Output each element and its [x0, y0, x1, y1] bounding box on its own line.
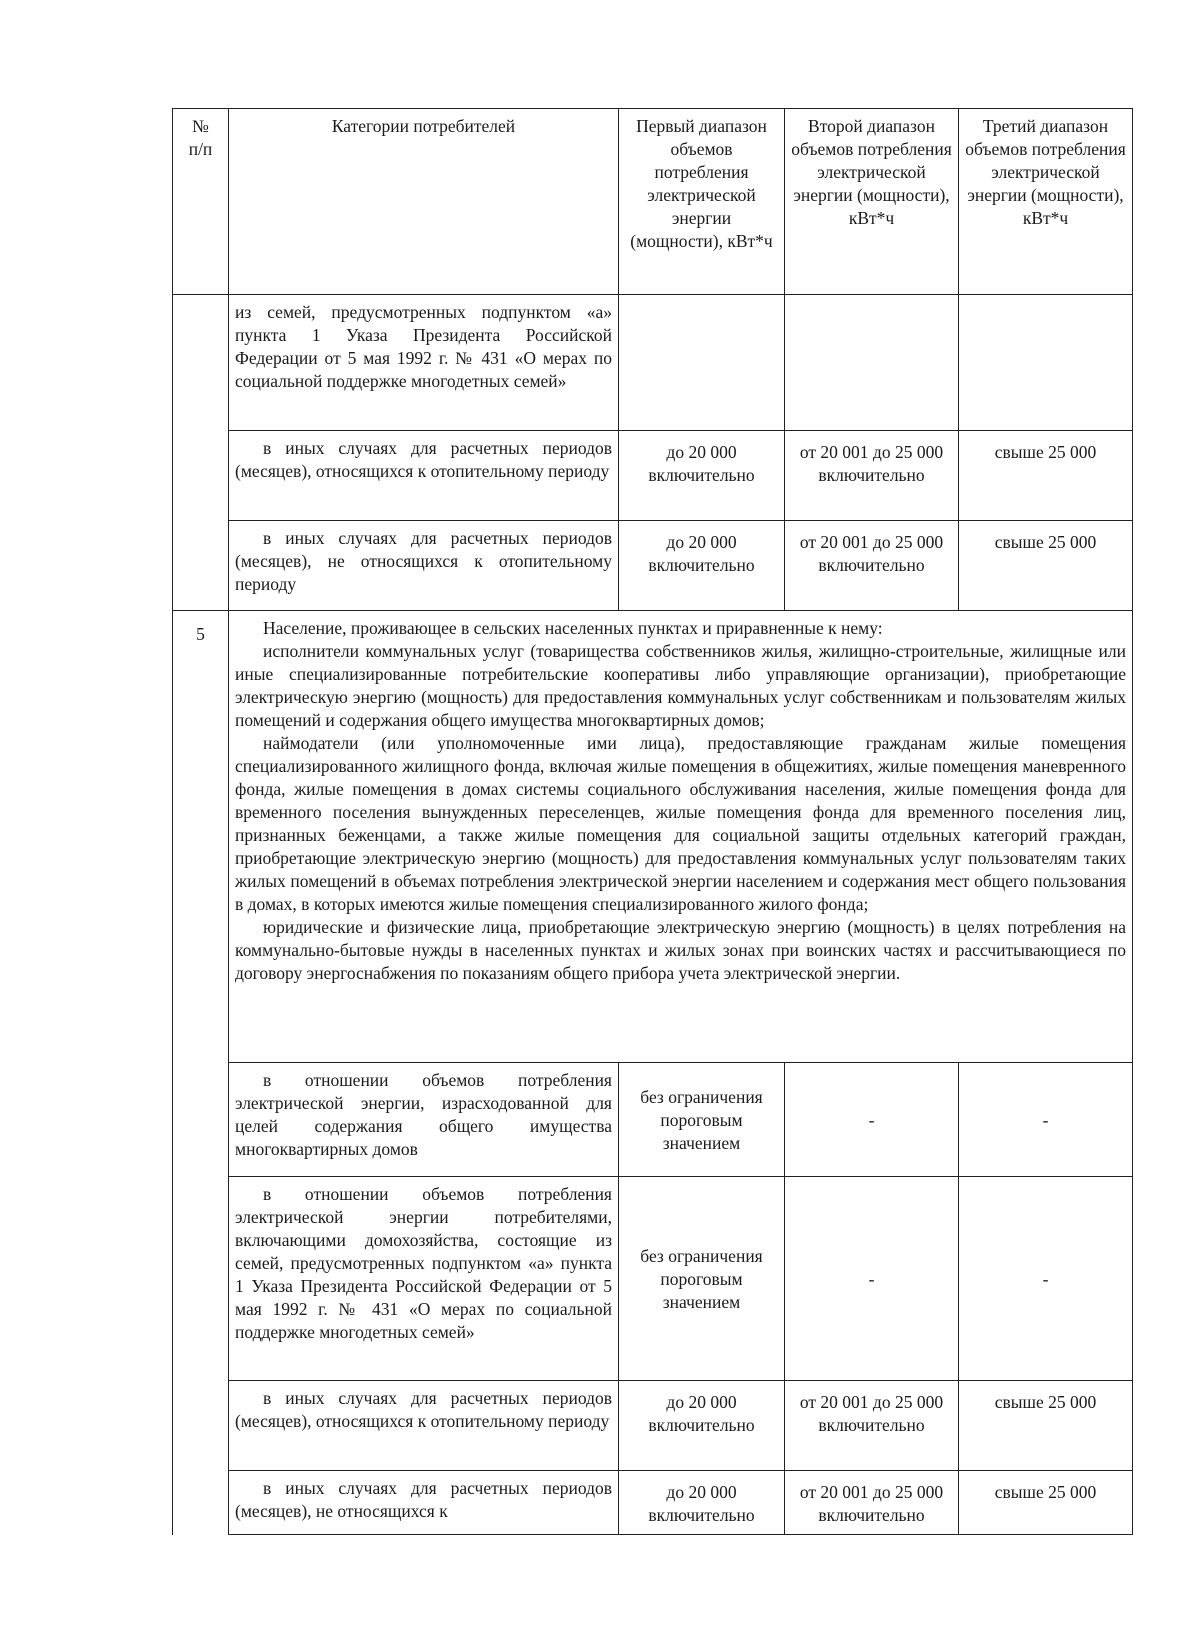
range3-cell: [959, 295, 1133, 431]
table-header-row: [173, 109, 1133, 295]
category-cell: в отношении объемов потребления электрической энергии потребителями, включающими домохозяйства, состоящие из семей, предусмотренных подпунктом «а» пункта 1 Указа Президента Российской Федерации от 5 мая 1992 г. № 431 «О мерах по социальной поддержке многодетных семей»: [229, 1177, 619, 1381]
header-range3: Третий диапазон объемов потребления электрической энергии (мощности), кВт*ч: [959, 109, 1133, 295]
category-cell: в иных случаях для расчетных периодов (месяцев), не относящихся к отопительному периоду: [229, 521, 619, 611]
section-paragraph: исполнители коммунальных услуг (товарищества собственников жилья, жилищно-строительные, жилищные или иные специализированные потребительские кооперативы либо управляющие организации), приобретающие электрическую энергию (мощность) для предоставления коммунальных услуг собственникам и пользователям жилых помещений и содержания общего имущества многоквартирных домов;: [235, 641, 1126, 730]
header-category: Категории потребителей: [229, 109, 619, 295]
range3-cell: свыше 25 000: [959, 1471, 1133, 1535]
range1-cell: до 20 000 включительно: [619, 1471, 785, 1535]
tariff-table: [172, 108, 1133, 1535]
range3-cell: -: [959, 1063, 1133, 1177]
range2-cell: -: [785, 1063, 959, 1177]
range2-cell: от 20 001 до 25 000 включительно: [785, 521, 959, 611]
range3-cell: свыше 25 000: [959, 521, 1133, 611]
section-paragraph: Население, проживающее в сельских населенных пунктах и приравненные к нему:: [263, 618, 883, 638]
table-row: [173, 431, 1133, 521]
range3-cell: -: [959, 1177, 1133, 1381]
range2-cell: [785, 295, 959, 431]
range2-cell: от 20 001 до 25 000 включительно: [785, 1381, 959, 1471]
table-row: [173, 521, 1133, 611]
category-cell: в отношении объемов потребления электрической энергии, израсходованной для целей содержания общего имущества многоквартирных домов: [229, 1063, 619, 1177]
range1-cell: без ограничения пороговым значением: [619, 1177, 785, 1381]
table-row: [173, 1381, 1133, 1471]
range3-cell: свыше 25 000: [959, 1381, 1133, 1471]
range1-cell: без ограничения пороговым значением: [619, 1063, 785, 1177]
range1-cell: до 20 000 включительно: [619, 1381, 785, 1471]
range1-cell: [619, 295, 785, 431]
category-cell: в иных случаях для расчетных периодов (месяцев), относящихся к отопительному периоду: [229, 431, 619, 521]
table-row: [173, 1177, 1133, 1381]
category-cell: в иных случаях для расчетных периодов (месяцев), не относящихся к: [229, 1471, 619, 1535]
category-cell: в иных случаях для расчетных периодов (месяцев), относящихся к отопительному периоду: [229, 1381, 619, 1471]
category-cell: из семей, предусмотренных подпунктом «а» пункта 1 Указа Президента Российской Федерации от 5 мая 1992 г. № 431 «О мерах по социальной поддержке многодетных семей»: [229, 295, 619, 431]
range1-cell: до 20 000 включительно: [619, 521, 785, 611]
header-range1: Первый диапазон объемов потребления электрической энергии (мощности), кВт*ч: [619, 109, 785, 295]
table-row: [173, 1063, 1133, 1177]
section-number: 5: [173, 611, 229, 1535]
table-row: [173, 295, 1133, 431]
section-paragraph: юридические и физические лица, приобретающие электрическую энергию (мощность) в целях потребления на коммунально-бытовые нужды в населенных пунктах и жилых зонах при воинских частях и рассчитывающиеся по договору энергоснабжения по показаниям общего прибора учета электрической энергии.: [235, 917, 1126, 983]
range3-cell: свыше 25 000: [959, 431, 1133, 521]
header-num: № п/п: [173, 109, 229, 295]
range1-cell: до 20 000 включительно: [619, 431, 785, 521]
range2-cell: от 20 001 до 25 000 включительно: [785, 1471, 959, 1535]
num-cell-empty: [173, 295, 229, 611]
section-paragraph: наймодатели (или уполномоченные ими лица), предоставляющие гражданам жилые помещения специализированного жилищного фонда, включая жилые помещения в общежитиях, жилые помещения маневренного фонда, жилые помещения в домах системы социального обслуживания населения, жилые помещения фонда для временного поселения вынужденных переселенцев, жилые помещения фонда для временного поселения лиц, признанных беженцами, а также жилые помещения для социальной защиты отдельных категорий граждан, приобретающие электрическую энергию (мощность) для предоставления коммунальных услуг пользователям таких жилых помещений в объемах потребления электрической энергии населением и содержания мест общего пользования в домах, в которых имеются жилые помещения специализированного жилого фонда;: [235, 733, 1126, 914]
section-5-row: [173, 611, 1133, 1063]
header-range2: Второй диапазон объемов потребления электрической энергии (мощности), кВт*ч: [785, 109, 959, 295]
section-5-text: [229, 611, 1133, 1063]
range2-cell: от 20 001 до 25 000 включительно: [785, 431, 959, 521]
table-row: [173, 1471, 1133, 1535]
range2-cell: -: [785, 1177, 959, 1381]
